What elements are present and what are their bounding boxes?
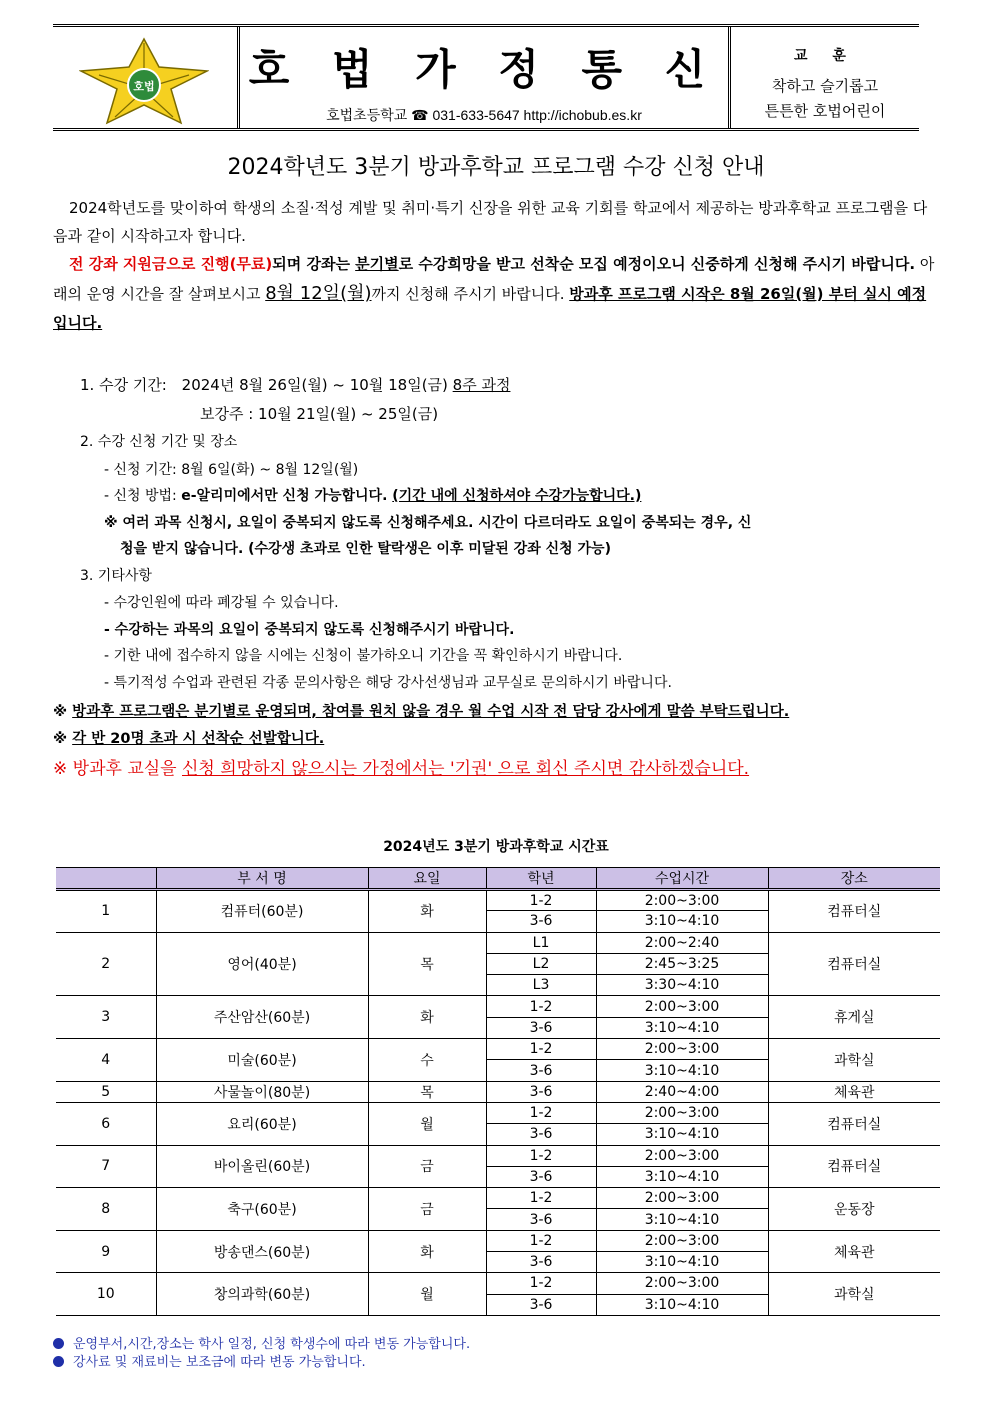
table-row: [56, 1188, 940, 1209]
time-cell: 2:00~3:00: [596, 1230, 768, 1251]
grade-cell: 1-2: [486, 1039, 596, 1060]
quarterly-text: 분기별: [355, 255, 399, 273]
place-cell: 체육관: [768, 1081, 940, 1102]
program-start-notice: 방과후 프로그램 시작은 8월 26일(월) 부터 실시 예정입니다.: [53, 285, 927, 332]
table-row: [56, 1145, 940, 1166]
header-place: 장소: [768, 868, 940, 890]
title-cell: [237, 27, 731, 128]
period-weeks: 8주 과정: [452, 376, 511, 394]
dept-name: 방송댄스(60분): [156, 1230, 368, 1273]
bullet-icon: [53, 1356, 64, 1367]
time-cell: 3:10~4:10: [596, 1166, 768, 1187]
dept-name: 사물놀이(80분): [156, 1081, 368, 1102]
item-2-heading: 2. 수강 신청 기간 및 장소: [80, 434, 238, 450]
free-notice: 전 강좌 지원금으로 진행(무료): [69, 255, 273, 273]
grade-cell: L3: [486, 975, 596, 996]
footnote-1: [53, 1333, 470, 1352]
apply-method-note: (기간 내에 신청하셔야 수강가능합니다.): [392, 488, 642, 504]
intro-text: 2024학년도를 맞이하여 학생의 소질·적성 계발 및 취미·특기 신장을 위한 교육 기회를 학교에서 제공하는 방과후학교 프로그램을 다음과 같이 시작하고자 합니다.: [53, 199, 928, 245]
grade-cell: 1-2: [486, 1273, 596, 1294]
notice-3-mark: ※ 방과후 교실을: [53, 759, 182, 779]
apply-method-value: e-알리미에서만 신청 가능합니다.: [181, 488, 393, 504]
newsletter-title: 호 법 가 정 통 신: [248, 45, 720, 94]
makeup-week: 보강주 : 10월 21일(월) ~ 25일(금): [200, 405, 439, 423]
dept-name: 영어(40분): [156, 932, 368, 996]
place-cell: 컴퓨터실: [768, 890, 940, 933]
class-day: 목: [368, 932, 486, 996]
motto-cell: [731, 27, 919, 128]
grade-cell: 3-6: [486, 1081, 596, 1102]
other-note-3: - 기한 내에 접수하지 않을 시에는 신청이 불가하오니 기간을 꼭 확인하시기 바랍니다.: [104, 648, 623, 664]
time-cell: 3:10~4:10: [596, 1124, 768, 1145]
row-number: 10: [56, 1273, 156, 1316]
row-number: 9: [56, 1230, 156, 1273]
grade-cell: 1-2: [486, 996, 596, 1017]
place-cell: 컴퓨터실: [768, 1145, 940, 1188]
row-number: 5: [56, 1081, 156, 1102]
row-number: 6: [56, 1102, 156, 1145]
time-cell: 2:00~3:00: [596, 1039, 768, 1060]
school-contact: 호법초등학교 ☎ 031-633-5647 http://ichobub.es.kr: [326, 107, 642, 123]
other-note-4: - 특기적성 수업과 관련된 각종 문의사항은 해당 강사선생님과 교무실로 문의하시기 바랍니다.: [104, 675, 672, 691]
grade-cell: L1: [486, 932, 596, 953]
place-cell: 운동장: [768, 1188, 940, 1231]
table-row: [56, 1102, 940, 1123]
time-cell: 3:30~4:10: [596, 975, 768, 996]
row-number: 2: [56, 932, 156, 996]
intro-text-d: 까지 신청해 주시기 바랍니다.: [371, 285, 570, 303]
time-cell: 2:45~3:25: [596, 953, 768, 974]
time-cell: 2:40~4:00: [596, 1081, 768, 1102]
notice-3-text: 신청 희망하지 않으시는 가정에서는 '기권' 으로 회신 주시면 감사하겠습니다.: [182, 759, 750, 779]
grade-cell: L2: [486, 953, 596, 974]
class-day: 목: [368, 1081, 486, 1102]
grade-cell: 3-6: [486, 1294, 596, 1315]
notice-2: [53, 727, 324, 748]
grade-cell: 1-2: [486, 890, 596, 911]
place-cell: 체육관: [768, 1230, 940, 1273]
class-day: 월: [368, 1102, 486, 1145]
class-day: 화: [368, 996, 486, 1039]
time-cell: 2:00~3:00: [596, 890, 768, 911]
timetable-header-row: [56, 868, 940, 890]
time-cell: 2:00~3:00: [596, 996, 768, 1017]
motto-line-2: 튼튼한 호법어린이: [764, 102, 886, 120]
period-value: 2024년 8월 26일(월) ~ 10월 18일(금): [181, 376, 453, 394]
notice-3: [53, 754, 749, 779]
dept-name: 주산암산(60분): [156, 996, 368, 1039]
time-cell: 3:10~4:10: [596, 1017, 768, 1038]
class-day: 화: [368, 890, 486, 933]
notice-1-text: 방과후 프로그램은 분기별로 운영되며, 참여를 원치 않을 경우 월 수업 시작 전 담당 강사에게 말씀 부탁드립니다.: [72, 704, 790, 720]
school-logo-icon: [79, 37, 209, 125]
logo-text: 호법: [133, 80, 155, 93]
time-cell: 3:10~4:10: [596, 1060, 768, 1081]
timetable: [56, 867, 940, 1316]
motto-line-1: 착하고 슬기롭고: [771, 77, 879, 95]
table-row: [56, 1039, 940, 1060]
item-3-heading: 3. 기타사항: [80, 568, 152, 584]
header-day: 요일: [368, 868, 486, 890]
header-no: [56, 868, 156, 890]
deadline-date: 8월 12일(월): [265, 283, 372, 304]
row-number: 4: [56, 1039, 156, 1082]
place-cell: 휴게실: [768, 996, 940, 1039]
period-label: 1. 수강 기간:: [80, 376, 167, 394]
duplicate-day-warning-2: 청을 받지 않습니다. (수강생 초과로 인한 탈락생은 이후 미달된 강좌 신청 가능): [120, 541, 611, 557]
table-row: [56, 996, 940, 1017]
dept-name: 요리(60분): [156, 1102, 368, 1145]
row-number: 7: [56, 1145, 156, 1188]
table-row: [56, 1230, 940, 1251]
table-row: [56, 1081, 940, 1102]
time-cell: 2:00~3:00: [596, 1273, 768, 1294]
header-time: 수업시간: [596, 868, 768, 890]
notice-1: [53, 700, 789, 721]
time-cell: 3:10~4:10: [596, 911, 768, 932]
intro-paragraph-2: [53, 250, 940, 338]
time-cell: 2:00~3:00: [596, 1102, 768, 1123]
place-cell: 컴퓨터실: [768, 1102, 940, 1145]
dept-name: 바이올린(60분): [156, 1145, 368, 1188]
footnote-2: [53, 1351, 366, 1370]
logo-cell: [53, 27, 237, 128]
bullet-icon: [53, 1338, 64, 1349]
place-cell: 과학실: [768, 1039, 940, 1082]
grade-cell: 3-6: [486, 1060, 596, 1081]
grade-cell: 3-6: [486, 1209, 596, 1230]
grade-cell: 3-6: [486, 1166, 596, 1187]
notice-2-mark: ※: [53, 731, 73, 747]
class-day: 금: [368, 1145, 486, 1188]
grade-cell: 3-6: [486, 1252, 596, 1273]
footnote-2-text: 강사료 및 재료비는 보조금에 따라 변동 가능합니다.: [73, 1355, 366, 1370]
grade-cell: 3-6: [486, 1124, 596, 1145]
row-number: 3: [56, 996, 156, 1039]
item-1-period: [80, 374, 510, 395]
notice-1-mark: ※: [53, 704, 73, 720]
time-cell: 3:10~4:10: [596, 1294, 768, 1315]
row-number: 8: [56, 1188, 156, 1231]
class-day: 금: [368, 1188, 486, 1231]
grade-cell: 3-6: [486, 1017, 596, 1038]
table-row: [56, 932, 940, 953]
table-row: [56, 1273, 940, 1294]
place-cell: 과학실: [768, 1273, 940, 1316]
grade-cell: 1-2: [486, 1102, 596, 1123]
header-dept: 부 서 명: [156, 868, 368, 890]
dept-name: 컴퓨터(60분): [156, 890, 368, 933]
newsletter-header: [53, 24, 919, 131]
page-title: 2024학년도 3분기 방과후학교 프로그램 수강 신청 안내: [227, 155, 765, 180]
dept-name: 축구(60분): [156, 1188, 368, 1231]
timetable-title: 2024년도 3분기 방과후학교 시간표: [383, 839, 609, 855]
header-grade: 학년: [486, 868, 596, 890]
dept-name: 미술(60분): [156, 1039, 368, 1082]
notice-2-text: 각 반 20명 초과 시 선착순 선발합니다.: [72, 731, 325, 747]
time-cell: 3:10~4:10: [596, 1209, 768, 1230]
time-cell: 3:10~4:10: [596, 1252, 768, 1273]
grade-cell: 1-2: [486, 1230, 596, 1251]
intro-text-b: 로 수강희망을 받고 선착순 모집 예정이오니 신중하게 신청해 주시기 바랍니다.: [398, 255, 916, 273]
duplicate-day-warning-1: ※ 여러 과목 신청시, 요일이 중복되지 않도록 신청해주세요. 시간이 다르더라도 요일이 중복되는 경우, 신: [104, 515, 752, 531]
grade-cell: 1-2: [486, 1188, 596, 1209]
time-cell: 2:00~3:00: [596, 1145, 768, 1166]
apply-method-label: - 신청 방법:: [104, 488, 182, 504]
timetable-body: [56, 890, 940, 1316]
apply-method: [104, 485, 641, 505]
time-cell: 2:00~3:00: [596, 1188, 768, 1209]
apply-period: - 신청 기간: 8월 6일(화) ~ 8월 12일(월): [104, 462, 359, 478]
other-note-2: - 수강하는 과목의 요일이 중복되지 않도록 신청해주시기 바랍니다.: [104, 622, 515, 638]
intro-text-a: 되며 강좌는: [272, 255, 356, 273]
dept-name: 창의과학(60분): [156, 1273, 368, 1316]
table-row: [56, 890, 940, 911]
class-day: 월: [368, 1273, 486, 1316]
footnote-1-text: 운영부서,시간,장소는 학사 일정, 신청 학생수에 따라 변동 가능합니다.: [73, 1337, 471, 1352]
class-day: 화: [368, 1230, 486, 1273]
time-cell: 2:00~2:40: [596, 932, 768, 953]
class-day: 수: [368, 1039, 486, 1082]
other-note-1: - 수강인원에 따라 폐강될 수 있습니다.: [104, 595, 339, 611]
grade-cell: 1-2: [486, 1145, 596, 1166]
grade-cell: 3-6: [486, 911, 596, 932]
intro-text-c: 아래의 운영 시간을 잘 살펴보시고: [53, 255, 935, 303]
motto-title: 교 훈: [794, 48, 856, 64]
place-cell: 컴퓨터실: [768, 932, 940, 996]
intro-paragraph-1: [53, 194, 940, 250]
row-number: 1: [56, 890, 156, 933]
